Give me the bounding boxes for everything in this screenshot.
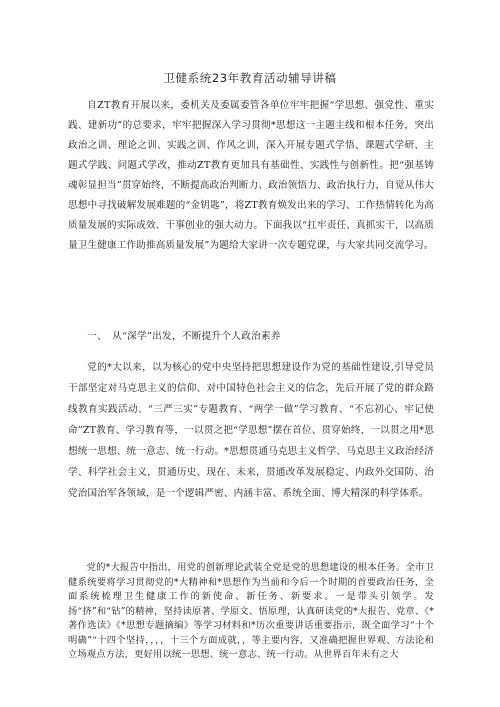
paragraph-2: 党的*大以来，以为核心的党中央坚持把思想建设作为党的基础性建设,引导党员干部坚定对马克思主义的信仰、对中国特色社会主义的信念，先后开展了党的群众路线教育实践活动、“三严三实”专题教育、“两学一做”学习教育、“不忘初心、牢记使命”ZT教育、学习教育等，一以贯之把“学思想”摆在首位、贯穿始终，一以贯之用*思想统一思想、统一意志、统一行动。*思想贯通马克思主义哲学、马克思主义政治经济学、科学社会主义，贯通历史、现在、未来，贯通改革发展稳定、内政外交国防、治党治国治军各领域，是一个逻辑严密、内涵丰富、系统全面、博大精深的科学体系。 <box>68 362 434 499</box>
paragraph-3: 党的*大报告中指出，用党的创新理论武装全党是党的思想建设的根本任务。全市卫健系统要将学习贯彻党的*大精神和*思想作为当前和今后一个时期的首要政治任务，全面系统梳理卫生健康工作的新使命、新任务、新要求。一是带头引领学。发扬“挤”和“钻”的精神，坚持读原著、学原文、悟原理，认真研读党的*大报告、党章、《*著作选读》《*思想专题摘编》等学习材料和*历次重要讲话重要指示，既全面学习“十个明确”“十四个坚持，，，，十三个方面成就，，等主要内容，又准确把握世界观、方法论和立场观点方法，更好用以统一思想、统一意志、统一行动。从世界百年未有之大 <box>68 562 434 660</box>
paragraph-intro: 自ZT教育开展以来，委机关及委属委管各单位牢牢把握“学思想、强党性、重实践、建新功”的总要求，牢牢把握深入学习贯彻*思想这一主题主线和根本任务，突出政治之训、理论之训、实践之训、作风之训，深入开展专题式学悟、课题式学研、主题式学践、问题式学改，推动ZT教育更加具有基础性、实践性与创新性。把“强基铸魂彰显担当”贯穿始终，不断提高政治判断力、政治领悟力、政治执行力，自觉从伟大思想中寻找破解发展难题的“金钥匙”，将ZT教育焕发出来的学习、工作热情转化为高质量发展的实际成效、干事创业的强大动力。下面我以“扛牢责任、真抓实干，以高质量卫生健康工作助推高质量发展”为题给大家讲一次专题党课，与大家共同交流学习。 <box>68 100 434 251</box>
section-heading-1: 一、 从“深学”出发，不断提升个人政治素养 <box>87 331 281 342</box>
document-title: 卫健系统23年教育活动辅导讲稿 <box>163 71 337 85</box>
